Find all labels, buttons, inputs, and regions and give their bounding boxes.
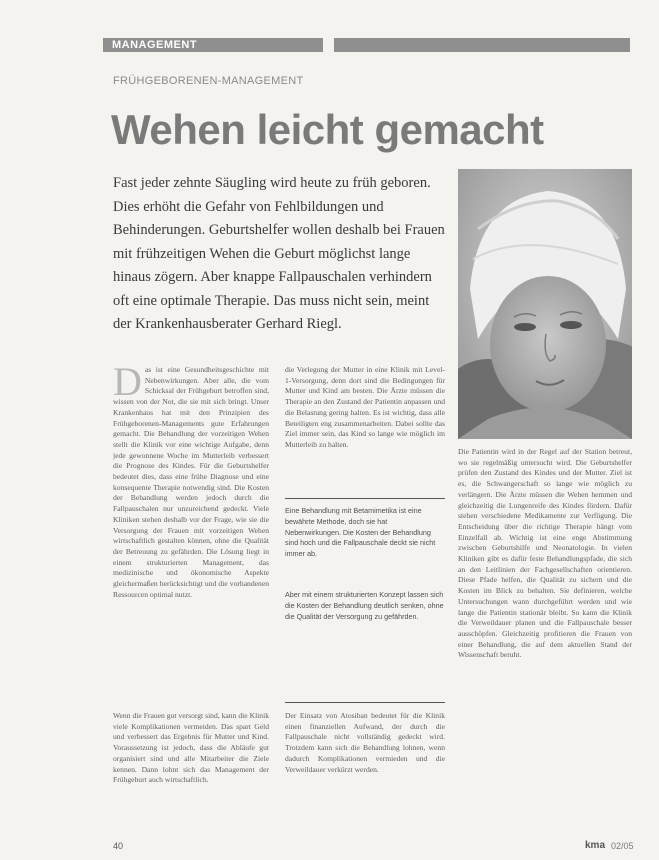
issue-number: 02/05 <box>611 841 634 851</box>
info-box-bottom-rule <box>285 702 445 703</box>
body-column-3: Die Patientin wird in der Regel auf der Station betreut, wo sie regelmäßig untersucht wird. Die Geburtshelfer prüfen den Zustand des Kindes und der Mutter. Ziel ist es, die Schwangerschaft so lange wie möglich zu verlängern. Die Ärzte müssen die Wehen hemmen und gleichzeitig die Lungenreife des Kindes fördern. Dafür stehen verschiedene Medikamente zur Verfügung. Die Entscheidung über die richtige Therapie hängt vom Einzelfall ab. Wichtig ist eine enge Abstimmung zwischen Geburtshilfe und Neonatologie. In vielen Kliniken gibt es dafür feste Behandlungspfade, die sich an den Leitlinien der Fachgesellschaften orientieren. Diese Pfade helfen, die Qualität zu sichern und die Kosten im Blick zu behalten. Sie definieren, welche Untersuchungen wann durchgeführt werden und wie lange die Patientin stationär bleibt. So kann die Klinik die Verweildauer planen und die Fallpauschale besser ausschöpfen. Gleichzeitig profitieren die Frauen von einer Behandlung, die auf dem aktuellen Stand der Wissenschaft beruht. <box>458 447 632 660</box>
page-number: 40 <box>113 841 124 851</box>
body-column-2: die Verlegung der Mutter in eine Klinik mit Level-1-Versorgung, denn dort sind die Bedingungen für Mutter und Kind am besten. Die Ärzte müssen die Therapie an den Zustand der Patientin anpassen und die Belastung gering halten. Es ist wichtig, dass alle Beteiligten eng zusammenarbeiten. Dabei sollte das Ziel immer sein, das Kind so lange wie möglich im Mutterleib zu halten. <box>285 365 445 449</box>
body-text-1: as ist eine Gesundheitsgeschichte mit Nebenwirkungen. Aber alle, die vom Schicksal der Frühgeburt betroffen sind, wissen von der Not, die sie mit sich bringt. Unser Krankenhaus hat mit den Prinzipien des Frühgeborenen-Managements gute Erfahrungen gemacht. Die Behandlung der vorzeitigen Wehen stellt die Klinik vor eine wichtige Aufgabe, denn jede gewonnene Woche im Mutterleib verbessert die Prognose des Kindes. Für die Geburtshelfer bedeutet dies, dass eine frühe Diagnose und eine konsequente Therapie notwendig sind. Die Kosten der Behandlung werden jedoch durch die Fallpauschalen nur unzureichend gedeckt. Viele Kliniken stehen deshalb vor der Frage, wie sie die Versorgung der Frauen mit vorzeitigen Wehen wirtschaftlich gestalten können, ohne die Qualität der Betreuung zu gefährden. Die Lösung liegt in einem strukturierten Management, das medizinische und ökonomische Aspekte gleichermaßen berücksichtigt und die vorhandenen Ressourcen optimal nutzt. <box>113 365 269 599</box>
info-box-text-1: Eine Behandlung mit Betamimetika ist eine bewährte Methode, doch sie hat Nebenwirkungen. Die Kosten der Behandlung sind hoch und die Fallpauschale deckt sie nicht immer ab. <box>285 506 436 559</box>
article-title: Wehen leicht gemacht <box>111 106 544 153</box>
header-notch <box>323 38 334 52</box>
body-column-1 <box>113 365 269 700</box>
body-column-5: Der Einsatz von Atosiban bedeutet für die Klinik einen finanziellen Aufwand, der durch die Fallpauschale nicht vollständig gedeckt wird. Trotzdem kann sich die Behandlung lohnen, wenn dadurch Komplikationen vermieden und die Verweildauer verkürzt werden. <box>285 711 445 774</box>
baby-photo <box>458 169 632 439</box>
drop-cap: D <box>113 365 142 404</box>
info-box <box>285 498 445 703</box>
info-box-top-rule <box>285 498 445 499</box>
article-lead: Fast jeder zehnte Säugling wird heute zu früh geboren. Dies erhöht die Gefahr von Fehlbildungen und Behinderungen. Geburtshelfer wollen deshalb bei Frauen mit frühzeitigen Wehen die Geburt möglichst lange hinaus zögern. Aber knappe Fallpauschalen verhindern oft eine optimale Therapie. Das muss nicht sein, meint der Krankenhausberater Gerhard Riegl. <box>113 175 445 332</box>
magazine-logo: kma <box>585 840 606 851</box>
section-label: MANAGEMENT <box>112 39 198 51</box>
body-column-4: Wenn die Frauen gut versorgt sind, kann die Klinik viele Komplikationen vermeiden. Das spart Geld und verbessert das Ergebnis für Mutter und Kind. Voraussetzung ist jedoch, dass die Abläufe gut organisiert sind und alle Mitarbeiter die Ziele kennen. Dann lohnt sich das Management der Frühgeburt auch wirtschaftlich. <box>113 711 269 785</box>
article-kicker: FRÜHGEBORENEN-MANAGEMENT <box>113 75 304 87</box>
info-box-text-2: Aber mit einem strukturierten Konzept lassen sich die Kosten der Behandlung deutlich senken, ohne die Qualität der Versorgung zu gefährden. <box>285 590 444 621</box>
